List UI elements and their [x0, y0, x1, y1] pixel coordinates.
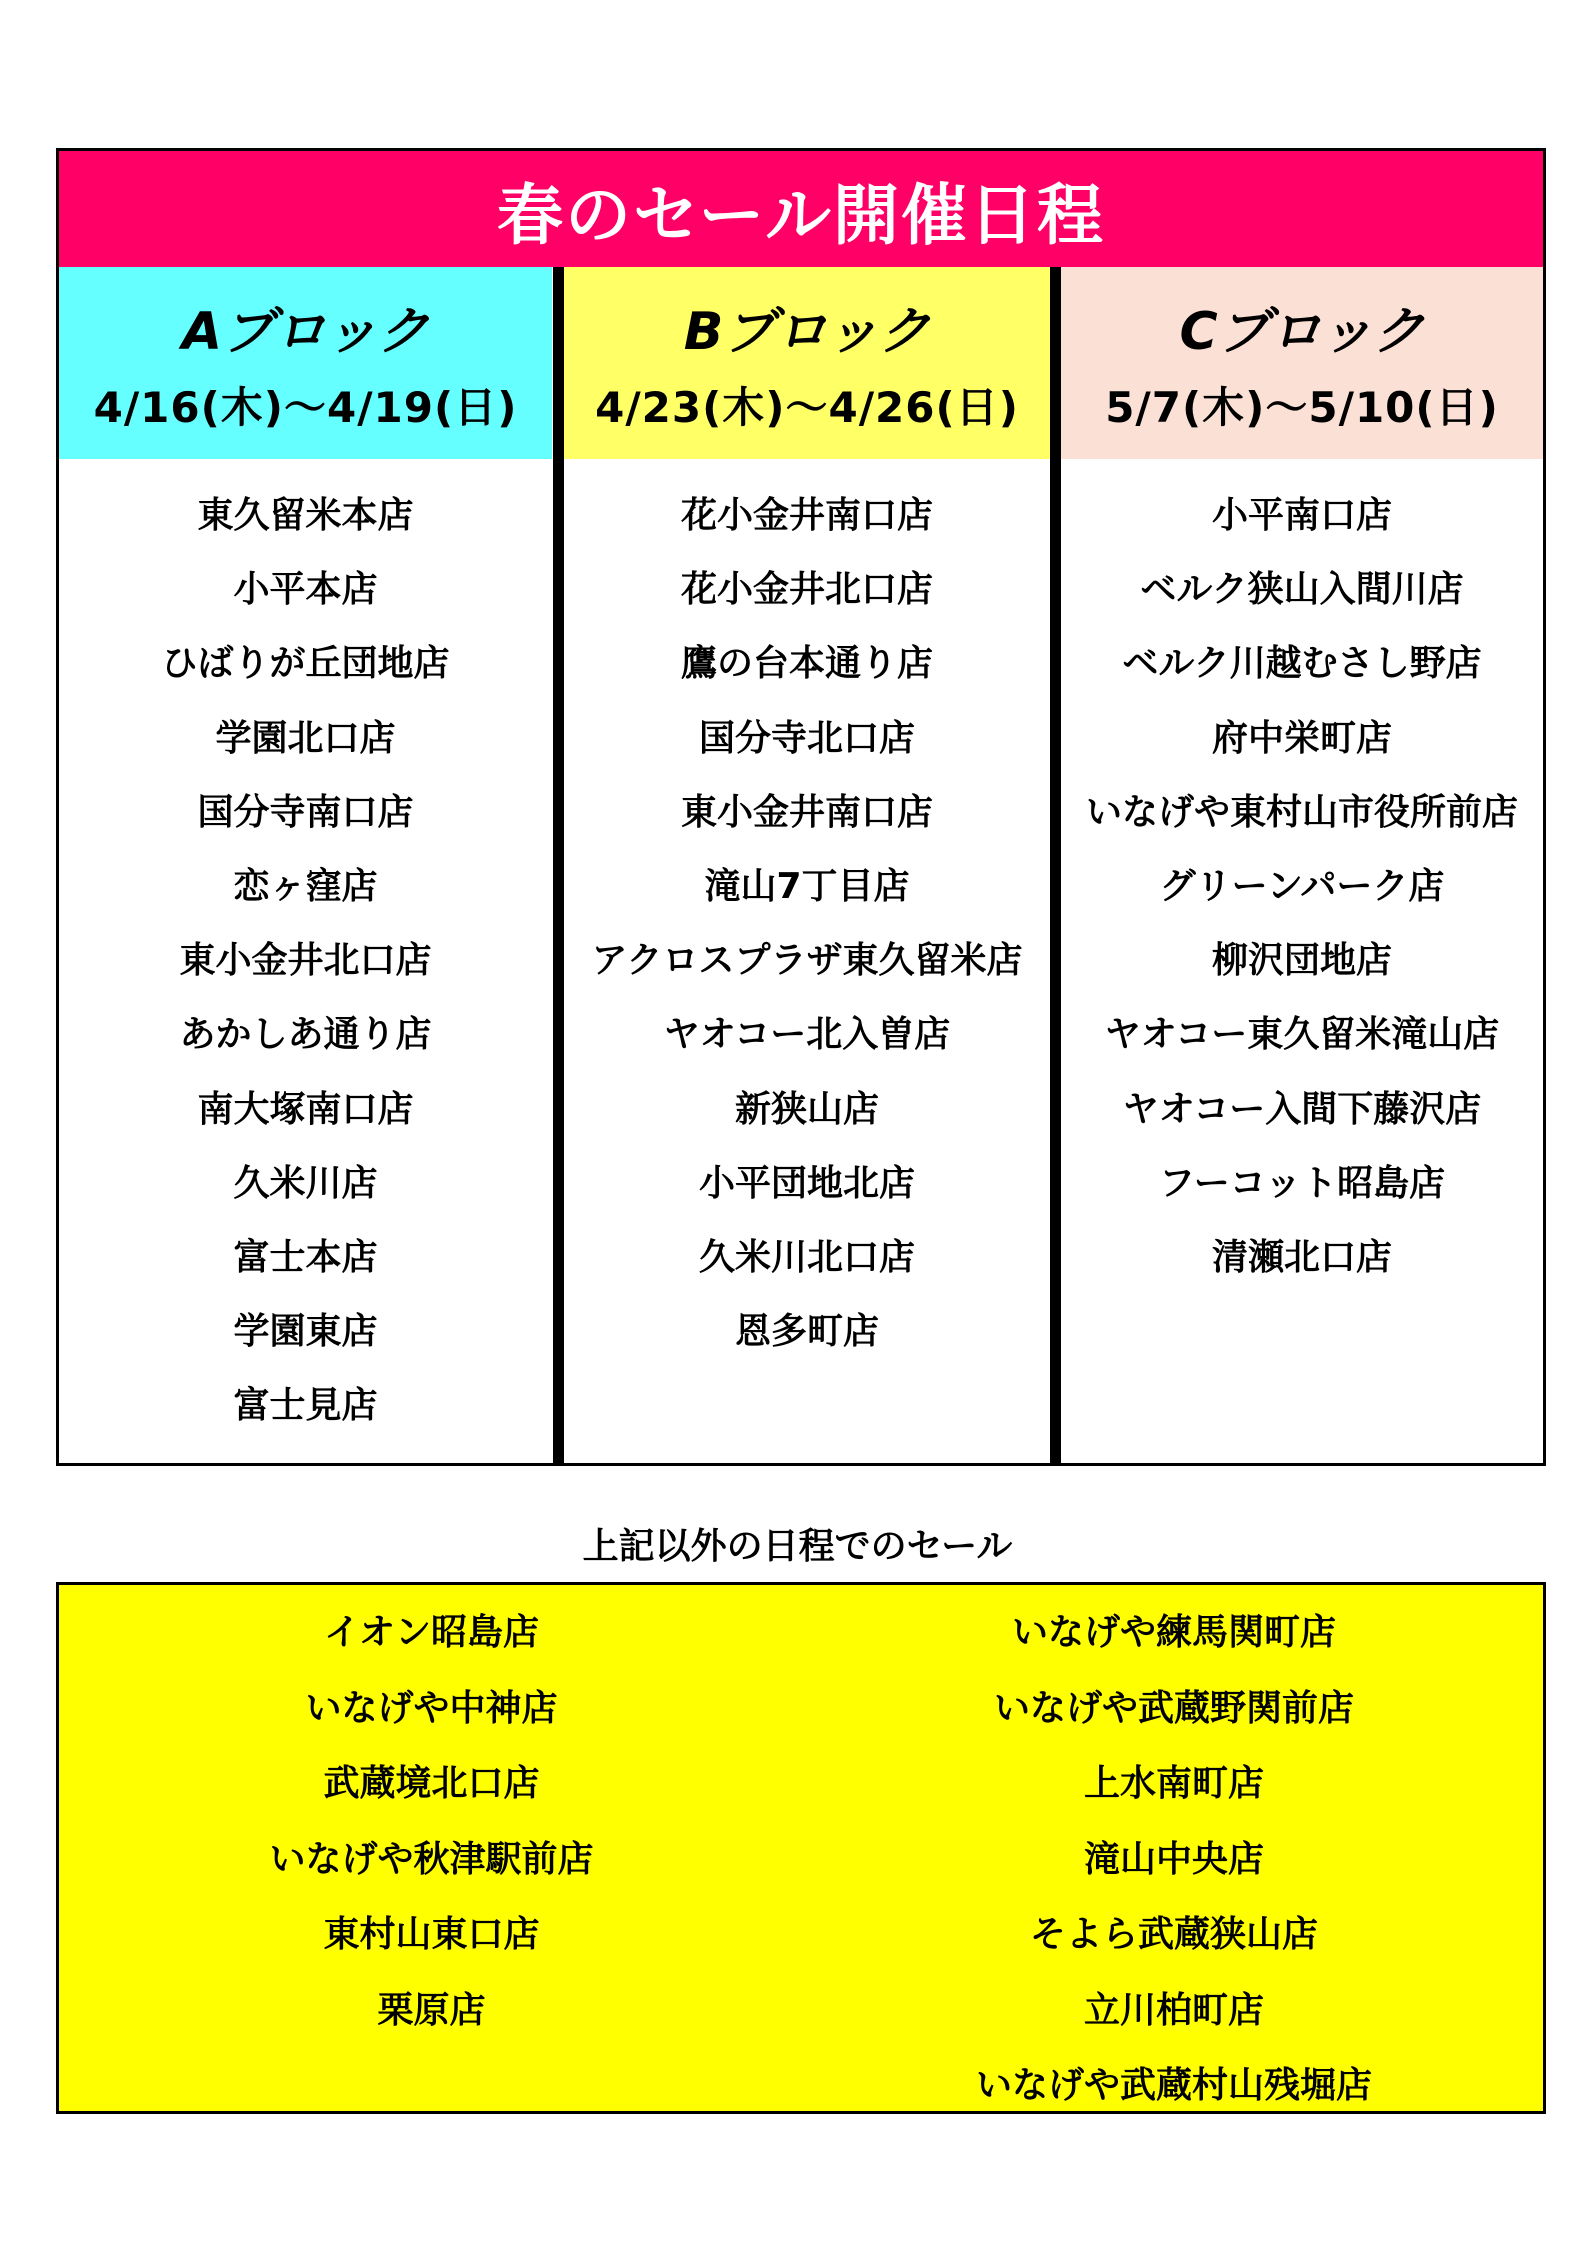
store-name: 小平団地北店: [698, 1162, 915, 1204]
store-name: 花小金井南口店: [680, 495, 933, 536]
store-name: ヤオコー入間下藤沢店: [1122, 1088, 1482, 1130]
store-name: 鷹の台本通り店: [680, 643, 933, 685]
block-a-store-list: [59, 479, 552, 1443]
store-name: 久米川店: [233, 1162, 378, 1204]
store-name: グリーンパーク店: [1159, 865, 1445, 907]
block-c-store-list: [1061, 479, 1543, 1295]
store-name: ひばりが丘団地店: [161, 643, 450, 685]
store-name: 学園東店: [233, 1311, 378, 1353]
store-name: 恩多町店: [734, 1311, 879, 1353]
store-name: 柳沢団地店: [1211, 940, 1392, 982]
store-name: 富士本店: [233, 1236, 378, 1278]
column-divider: [553, 267, 564, 1463]
block-c-header: [1061, 267, 1543, 459]
block-a-name: Aブロック: [181, 302, 430, 362]
store-name: 花小金井北口店: [680, 569, 933, 611]
store-name: アクロスプラザ東久留米店: [591, 940, 1023, 982]
store-name: ヤオコー北入曽店: [663, 1014, 951, 1056]
sale-title: 春のセール開催日程: [59, 151, 1543, 267]
store-name: 滝山中央店: [1083, 1838, 1264, 1880]
store-name: ベルク狭山入間川店: [1140, 569, 1464, 611]
store-name: いなげや秋津駅前店: [269, 1838, 594, 1880]
store-name: 南大塚南口店: [197, 1088, 414, 1130]
store-name: 小平本店: [233, 569, 378, 611]
store-name: ベルク川越むさし野店: [1122, 643, 1482, 685]
store-name: 東小金井北口店: [179, 940, 432, 982]
column-divider: [1050, 267, 1061, 1463]
store-name: 恋ヶ窪店: [233, 865, 378, 907]
store-name: 新狭山店: [734, 1088, 879, 1130]
block-b-column: [564, 267, 1050, 1463]
store-name: いなげや武蔵村山残堀店: [975, 2065, 1372, 2106]
block-b-header: [564, 267, 1050, 459]
store-name: フーコット昭島店: [1158, 1162, 1446, 1204]
store-name: イオン昭島店: [324, 1612, 539, 1653]
store-name: あかしあ通り店: [179, 1014, 432, 1056]
store-name: 東久留米本店: [197, 495, 414, 536]
block-c-name: Cブロック: [1179, 302, 1425, 362]
block-a-header: [59, 267, 552, 459]
store-name: 栗原店: [377, 1989, 486, 2031]
block-b-store-list: [564, 479, 1050, 1369]
block-a-column: [59, 267, 552, 1463]
other-schedule-heading: 上記以外の日程でのセール: [582, 1526, 1013, 1567]
store-name: 武蔵境北口店: [323, 1763, 540, 1804]
store-name: 立川柏町店: [1083, 1989, 1264, 2031]
block-c-column: [1061, 267, 1543, 1463]
store-name: 滝山7丁目店: [704, 865, 910, 907]
store-name: いなげや武蔵野関前店: [993, 1687, 1354, 1729]
store-name: 府中栄町店: [1211, 717, 1392, 759]
store-name: 久米川北口店: [698, 1236, 915, 1278]
store-name: 東村山東口店: [323, 1914, 540, 1955]
store-name: 国分寺南口店: [197, 791, 414, 833]
store-name: 東小金井南口店: [680, 791, 933, 833]
store-name: 富士見店: [233, 1385, 378, 1427]
store-name: いなげや中神店: [305, 1687, 558, 1729]
store-name: 清瀬北口店: [1211, 1236, 1392, 1278]
other-store-list-right: [804, 1595, 1544, 2124]
store-name: ヤオコー東久留米滝山店: [1104, 1014, 1500, 1056]
store-name: いなげや練馬関町店: [1011, 1612, 1336, 1653]
block-c-dates: 5/7(木)～5/10(日): [1105, 383, 1499, 432]
store-name: 小平南口店: [1211, 495, 1392, 536]
other-store-list-left: [59, 1595, 804, 2048]
other-schedule-box: [56, 1582, 1546, 2114]
block-b-name: Bブロック: [683, 302, 931, 362]
store-name: 学園北口店: [215, 717, 396, 759]
store-name: そよら武蔵狭山店: [1029, 1914, 1318, 1955]
schedule-table: [56, 148, 1546, 1466]
store-name: 上水南町店: [1083, 1763, 1264, 1804]
block-b-dates: 4/23(木)～4/26(日): [595, 383, 1019, 432]
store-name: いなげや東村山市役所前店: [1085, 791, 1518, 833]
block-a-dates: 4/16(木)～4/19(日): [93, 383, 518, 432]
store-name: 国分寺北口店: [698, 717, 915, 759]
